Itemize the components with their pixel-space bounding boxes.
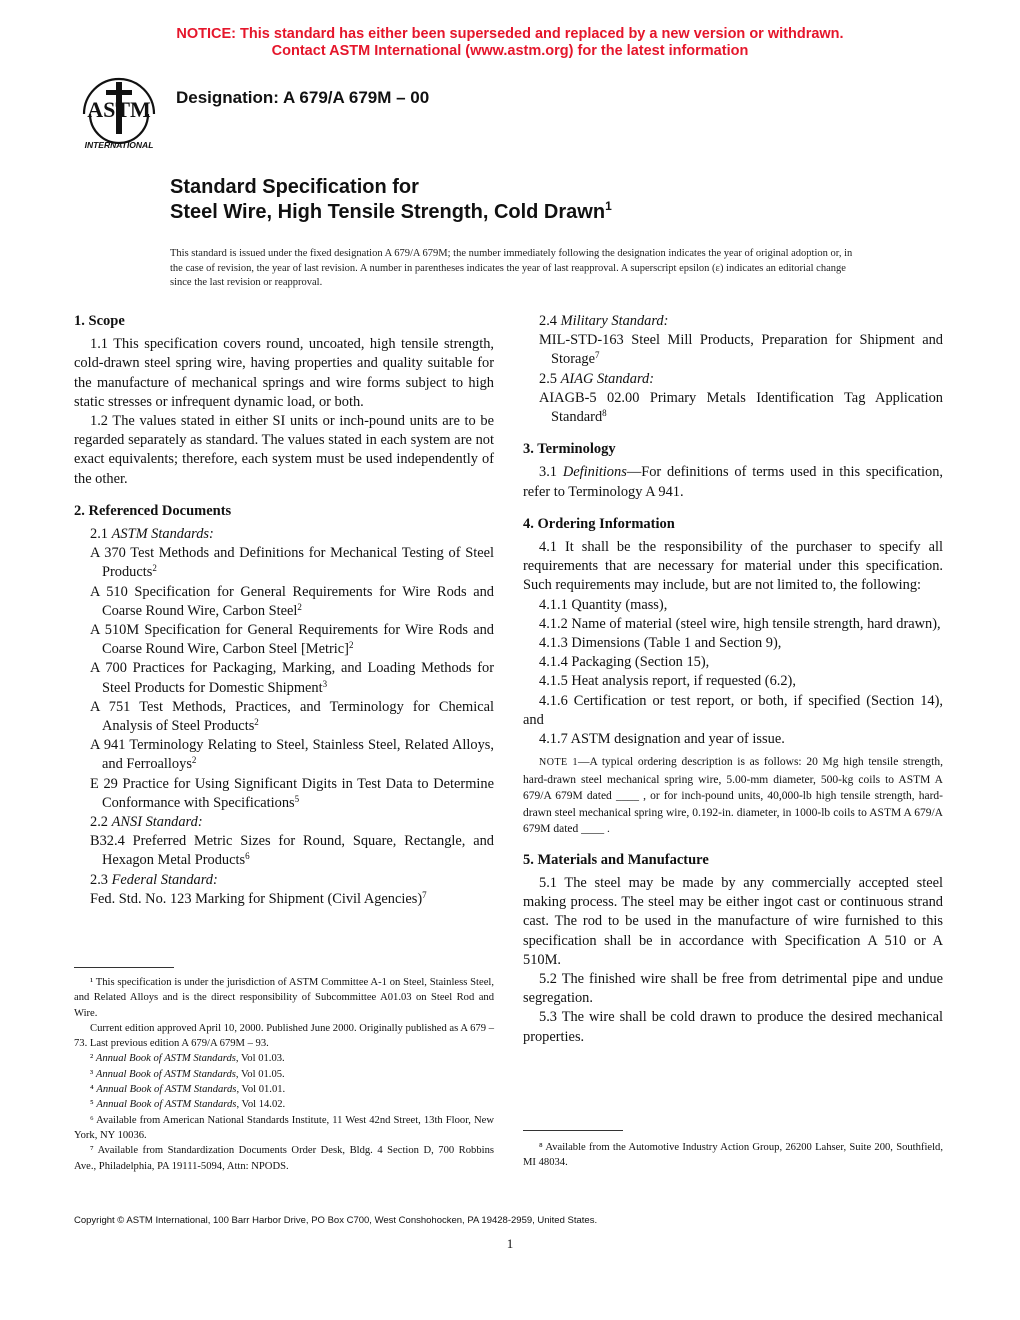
ref-2-1-num: 2.1 xyxy=(90,526,108,543)
ref-2-5-label: AIAG Standard: xyxy=(560,370,655,387)
footnote-8: ⁸ Available from the Automotive Industry Action Group, 26200 Lahser, Suite 200, Southfield, MI 48034. xyxy=(523,1142,943,1169)
footnote-4-mark: ⁴ xyxy=(90,1084,94,1096)
ref-aiagb-5-fn: 8 xyxy=(602,408,607,419)
footnote-3-vol: , Vol 01.05. xyxy=(235,1068,285,1080)
ref-aiagb-5-text: AIAGB-5 02.00 Primary Metals Identification Tag Application Standard xyxy=(539,389,943,426)
footnote-4-vol: , Vol 01.01. xyxy=(236,1084,286,1096)
ref-a370 xyxy=(74,544,494,582)
ref-aiagb-5 xyxy=(523,389,943,427)
ref-2-1-label: ASTM Standards: xyxy=(111,526,214,543)
order-4-1-1: 4.1.1 Quantity (mass), xyxy=(539,596,668,613)
footnote-7: ⁷ Available from Standardization Documents Order Desk, Bldg. 4 Section D, 700 Robbins Ave., Philadelphia, PA 19111-5094, Attn: NPODS. xyxy=(74,1145,494,1172)
footnote-5-vol: , Vol 14.02. xyxy=(236,1099,286,1111)
term-3-1-label: Definitions xyxy=(562,464,627,481)
footnote-2-book: Annual Book of ASTM Standards xyxy=(95,1053,236,1065)
ref-2-4-num: 2.4 xyxy=(539,313,557,329)
footnotes-left xyxy=(74,975,494,1174)
order-4-1-4: 4.1.4 Packaging (Section 15), xyxy=(539,654,710,671)
term-3-1 xyxy=(523,463,943,501)
ref-2-2-label: ANSI Standard: xyxy=(111,814,203,831)
ref-a700-text: A 700 Practices for Packaging, Marking, and Loading Methods for Steel Products for Domestic Shipment xyxy=(90,660,494,696)
scope-heading: 1. Scope xyxy=(74,313,125,329)
ref-a751-fn: 2 xyxy=(254,717,259,728)
document-title xyxy=(170,175,612,225)
scope-1-1: 1.1 This specification covers round, uncoated, high tensile strength, cold-drawn steel spring wire, having properties and quality suitable for the manufacture of mechanical springs and wire forms subject to high static stresses or infrequent dynamic load, or both. xyxy=(74,336,494,410)
materials-heading: 5. Materials and Manufacture xyxy=(523,851,709,868)
ref-a751-text: A 751 Test Methods, Practices, and Terminology for Chemical Analysis of Steel Products xyxy=(90,698,494,735)
ref-a510m xyxy=(74,621,494,659)
footnote-5 xyxy=(74,1097,494,1112)
footnote-3 xyxy=(74,1067,494,1082)
ref-a370-fn: 2 xyxy=(152,563,157,574)
mat-5-3: 5.3 The wire shall be cold drawn to produce the desired mechanical properties. xyxy=(523,1009,943,1045)
ref-a751 xyxy=(74,698,494,736)
title-footnote-mark: 1 xyxy=(605,199,612,213)
notice-line-2: Contact ASTM International (www.astm.org) for the latest information xyxy=(271,43,749,59)
ref-a700-fn: 3 xyxy=(322,678,328,689)
footnote-4-book: Annual Book of ASTM Standards xyxy=(96,1084,237,1096)
footnote-2 xyxy=(74,1051,494,1066)
ref-2-4 xyxy=(523,312,943,331)
ref-2-3 xyxy=(74,871,494,890)
ref-fed-std-123-text: Fed. Std. No. 123 Marking for Shipment (Civil Agencies) xyxy=(90,890,423,907)
order-4-1-2: 4.1.2 Name of material (steel wire, high tensile strength, hard drawn), xyxy=(539,615,941,632)
ref-a941-fn: 2 xyxy=(191,755,197,766)
mat-5-1: 5.1 The steel may be made by any commercially accepted steel making process. The steel may be either ingot cast or continuous strand cast. The rod to be used in the manufacture of wire furnished to this specification shall be in accordance with Specification A 510 or A 510M. xyxy=(523,874,943,968)
mat-5-2: 5.2 The finished wire shall be free from detrimental pipe and undue segregation. xyxy=(523,970,943,1007)
ref-b32-4-fn: 6 xyxy=(245,851,250,862)
note-1 xyxy=(523,754,943,838)
footnote-4 xyxy=(74,1082,494,1097)
ref-a510-fn: 2 xyxy=(297,601,302,612)
ref-a941-text: A 941 Terminology Relating to Steel, Stainless Steel, Related Alloys, and Ferroalloys xyxy=(90,737,494,773)
ref-a510m-text: A 510M Specification for General Requirements for Wire Rods and Coarse Round Wire, Carbon Steel [Metric] xyxy=(90,622,494,658)
ref-2-5-num: 2.5 xyxy=(539,370,557,387)
title-line-2-text: Steel Wire, High Tensile Strength, Cold Drawn xyxy=(170,201,606,223)
logo-subtext: INTERNATIONAL xyxy=(84,140,154,150)
order-4-1-7: 4.1.7 ASTM designation and year of issue. xyxy=(539,731,785,748)
ref-2-2 xyxy=(74,813,494,832)
issued-note: This standard is issued under the fixed designation A 679/A 679M; the number immediately following the designation indicates the year of original adoption or, in the case of revision, the year of last revision. A number in parentheses indicates the year of last reapproval. A superscript epsilon (ε) indicates an editorial change since the last revision or reapproval. xyxy=(170,248,853,288)
logo-text: ASTM xyxy=(87,97,151,122)
ref-a370-text: A 370 Test Methods and Definitions for Mechanical Testing of Steel Products xyxy=(90,545,494,581)
order-4-1-3: 4.1.3 Dimensions (Table 1 and Section 9), xyxy=(539,635,782,652)
term-3-1-text: —For definitions of terms used in this specification, refer to Terminology A 941. xyxy=(523,464,943,500)
footnote-3-mark: ³ xyxy=(90,1068,94,1080)
ref-a510 xyxy=(74,583,494,621)
term-3-1-num: 3.1 xyxy=(539,464,557,481)
order-4-1-6: 4.1.6 Certification or test report, or both, if specified (Section 14), and xyxy=(523,692,943,728)
ref-a510m-fn: 2 xyxy=(348,640,354,651)
footnote-5-book: Annual Book of ASTM Standards xyxy=(96,1099,237,1111)
ref-2-3-label: Federal Standard: xyxy=(111,871,218,888)
ref-e29-fn: 5 xyxy=(294,793,300,804)
page-number: 1 xyxy=(506,1236,514,1251)
notice-banner xyxy=(0,26,1020,60)
title-line-1: Standard Specification for xyxy=(170,176,419,198)
ref-b32-4-text: B32.4 Preferred Metric Sizes for Round, Square, Rectangle, and Hexagon Metal Products xyxy=(90,833,494,869)
ref-2-1 xyxy=(74,525,494,544)
scope-1-2: 1.2 The values stated in either SI units or inch-pound units are to be regarded separately as standard. The values stated in each system are not exact equivalents; therefore, each system must be used independently of the other. xyxy=(74,413,494,487)
footnote-1b: Current edition approved April 10, 2000. Published June 2000. Originally published as A 679 – 73. Last previous edition A 679/A 679M – 93. xyxy=(74,1022,494,1050)
referenced-docs-heading: 2. Referenced Documents xyxy=(74,502,232,519)
ref-fed-std-123-fn: 7 xyxy=(422,889,427,900)
ref-2-2-num: 2.2 xyxy=(90,814,108,831)
left-column xyxy=(74,312,494,909)
ref-mil-std-163-fn: 7 xyxy=(594,350,600,361)
footnote-rule-right xyxy=(523,1130,623,1131)
order-4-1: 4.1 It shall be the responsibility of the purchaser to specify all requirements that are necessary for material under this specification. Such requirements may include, but are not limited to, the following: xyxy=(523,539,943,594)
ref-b32-4 xyxy=(74,832,494,870)
footnote-6: ⁶ Available from American National Standards Institute, 11 West 42nd Street, 13th Floor, New York, NY 10036. xyxy=(74,1114,494,1141)
ref-2-4-label: Military Standard: xyxy=(560,313,669,329)
footnote-3-book: Annual Book of ASTM Standards xyxy=(95,1068,236,1080)
footnote-5-mark: ⁵ xyxy=(90,1099,94,1111)
ref-a941 xyxy=(74,736,494,774)
astm-logo xyxy=(76,72,162,152)
order-4-1-5: 4.1.5 Heat analysis report, if requested (6.2), xyxy=(539,673,796,690)
footnote-rule-left xyxy=(74,967,174,968)
ref-e29-text: E 29 Practice for Using Significant Digits in Test Data to Determine Conformance with Specifications xyxy=(90,775,494,811)
footnote-2-mark: ² xyxy=(90,1053,94,1065)
note-1-label: NOTE 1 xyxy=(539,757,578,769)
ref-fed-std-123 xyxy=(74,890,494,909)
designation: Designation: A 679/A 679M – 00 xyxy=(176,88,430,107)
ordering-heading: 4. Ordering Information xyxy=(523,515,675,532)
ref-a510-text: A 510 Specification for General Requirements for Wire Rods and Coarse Round Wire, Carbon Steel xyxy=(90,583,494,619)
footnote-2-vol: , Vol 01.03. xyxy=(235,1053,285,1065)
ref-2-5 xyxy=(523,370,943,389)
title-line-2 xyxy=(170,200,612,225)
ref-e29 xyxy=(74,775,494,813)
copyright: Copyright © ASTM International, 100 Barr Harbor Drive, PO Box C700, West Conshohocken, PA 19428-2959, United States. xyxy=(74,1215,598,1226)
footnotes-right xyxy=(523,1140,943,1171)
ref-2-3-num: 2.3 xyxy=(90,871,108,888)
ref-mil-std-163 xyxy=(523,331,943,369)
ref-mil-std-163-text: MIL-STD-163 Steel Mill Products, Preparation for Shipment and Storage xyxy=(539,332,943,368)
ref-a700 xyxy=(74,659,494,697)
note-1-text: —A typical ordering description is as follows: 20 Mg high tensile strength, hard-drawn steel mechanical spring wire, 5.00-mm diameter, 500-kg coils to ASTM A 679/A 679M dated ____ , or for inch-pound units, 40,000-lb high tensile strength, hard-drawn steel mechanical spring wire, 0.192-in. diameter, in 1000-lb coils to ASTM A 679/A 679M dated ____ . xyxy=(523,756,943,836)
notice-line-1: NOTICE: This standard has either been superseded and replaced by a new version or withdrawn. xyxy=(176,26,844,42)
right-column xyxy=(523,312,943,1047)
terminology-heading: 3. Terminology xyxy=(523,441,616,458)
footnote-1: ¹ This specification is under the jurisdiction of ASTM Committee A-1 on Steel, Stainless Steel, and Related Alloys and is the direct responsibility of Subcommittee A01.03 on Steel Rod and Wire. xyxy=(74,977,494,1019)
